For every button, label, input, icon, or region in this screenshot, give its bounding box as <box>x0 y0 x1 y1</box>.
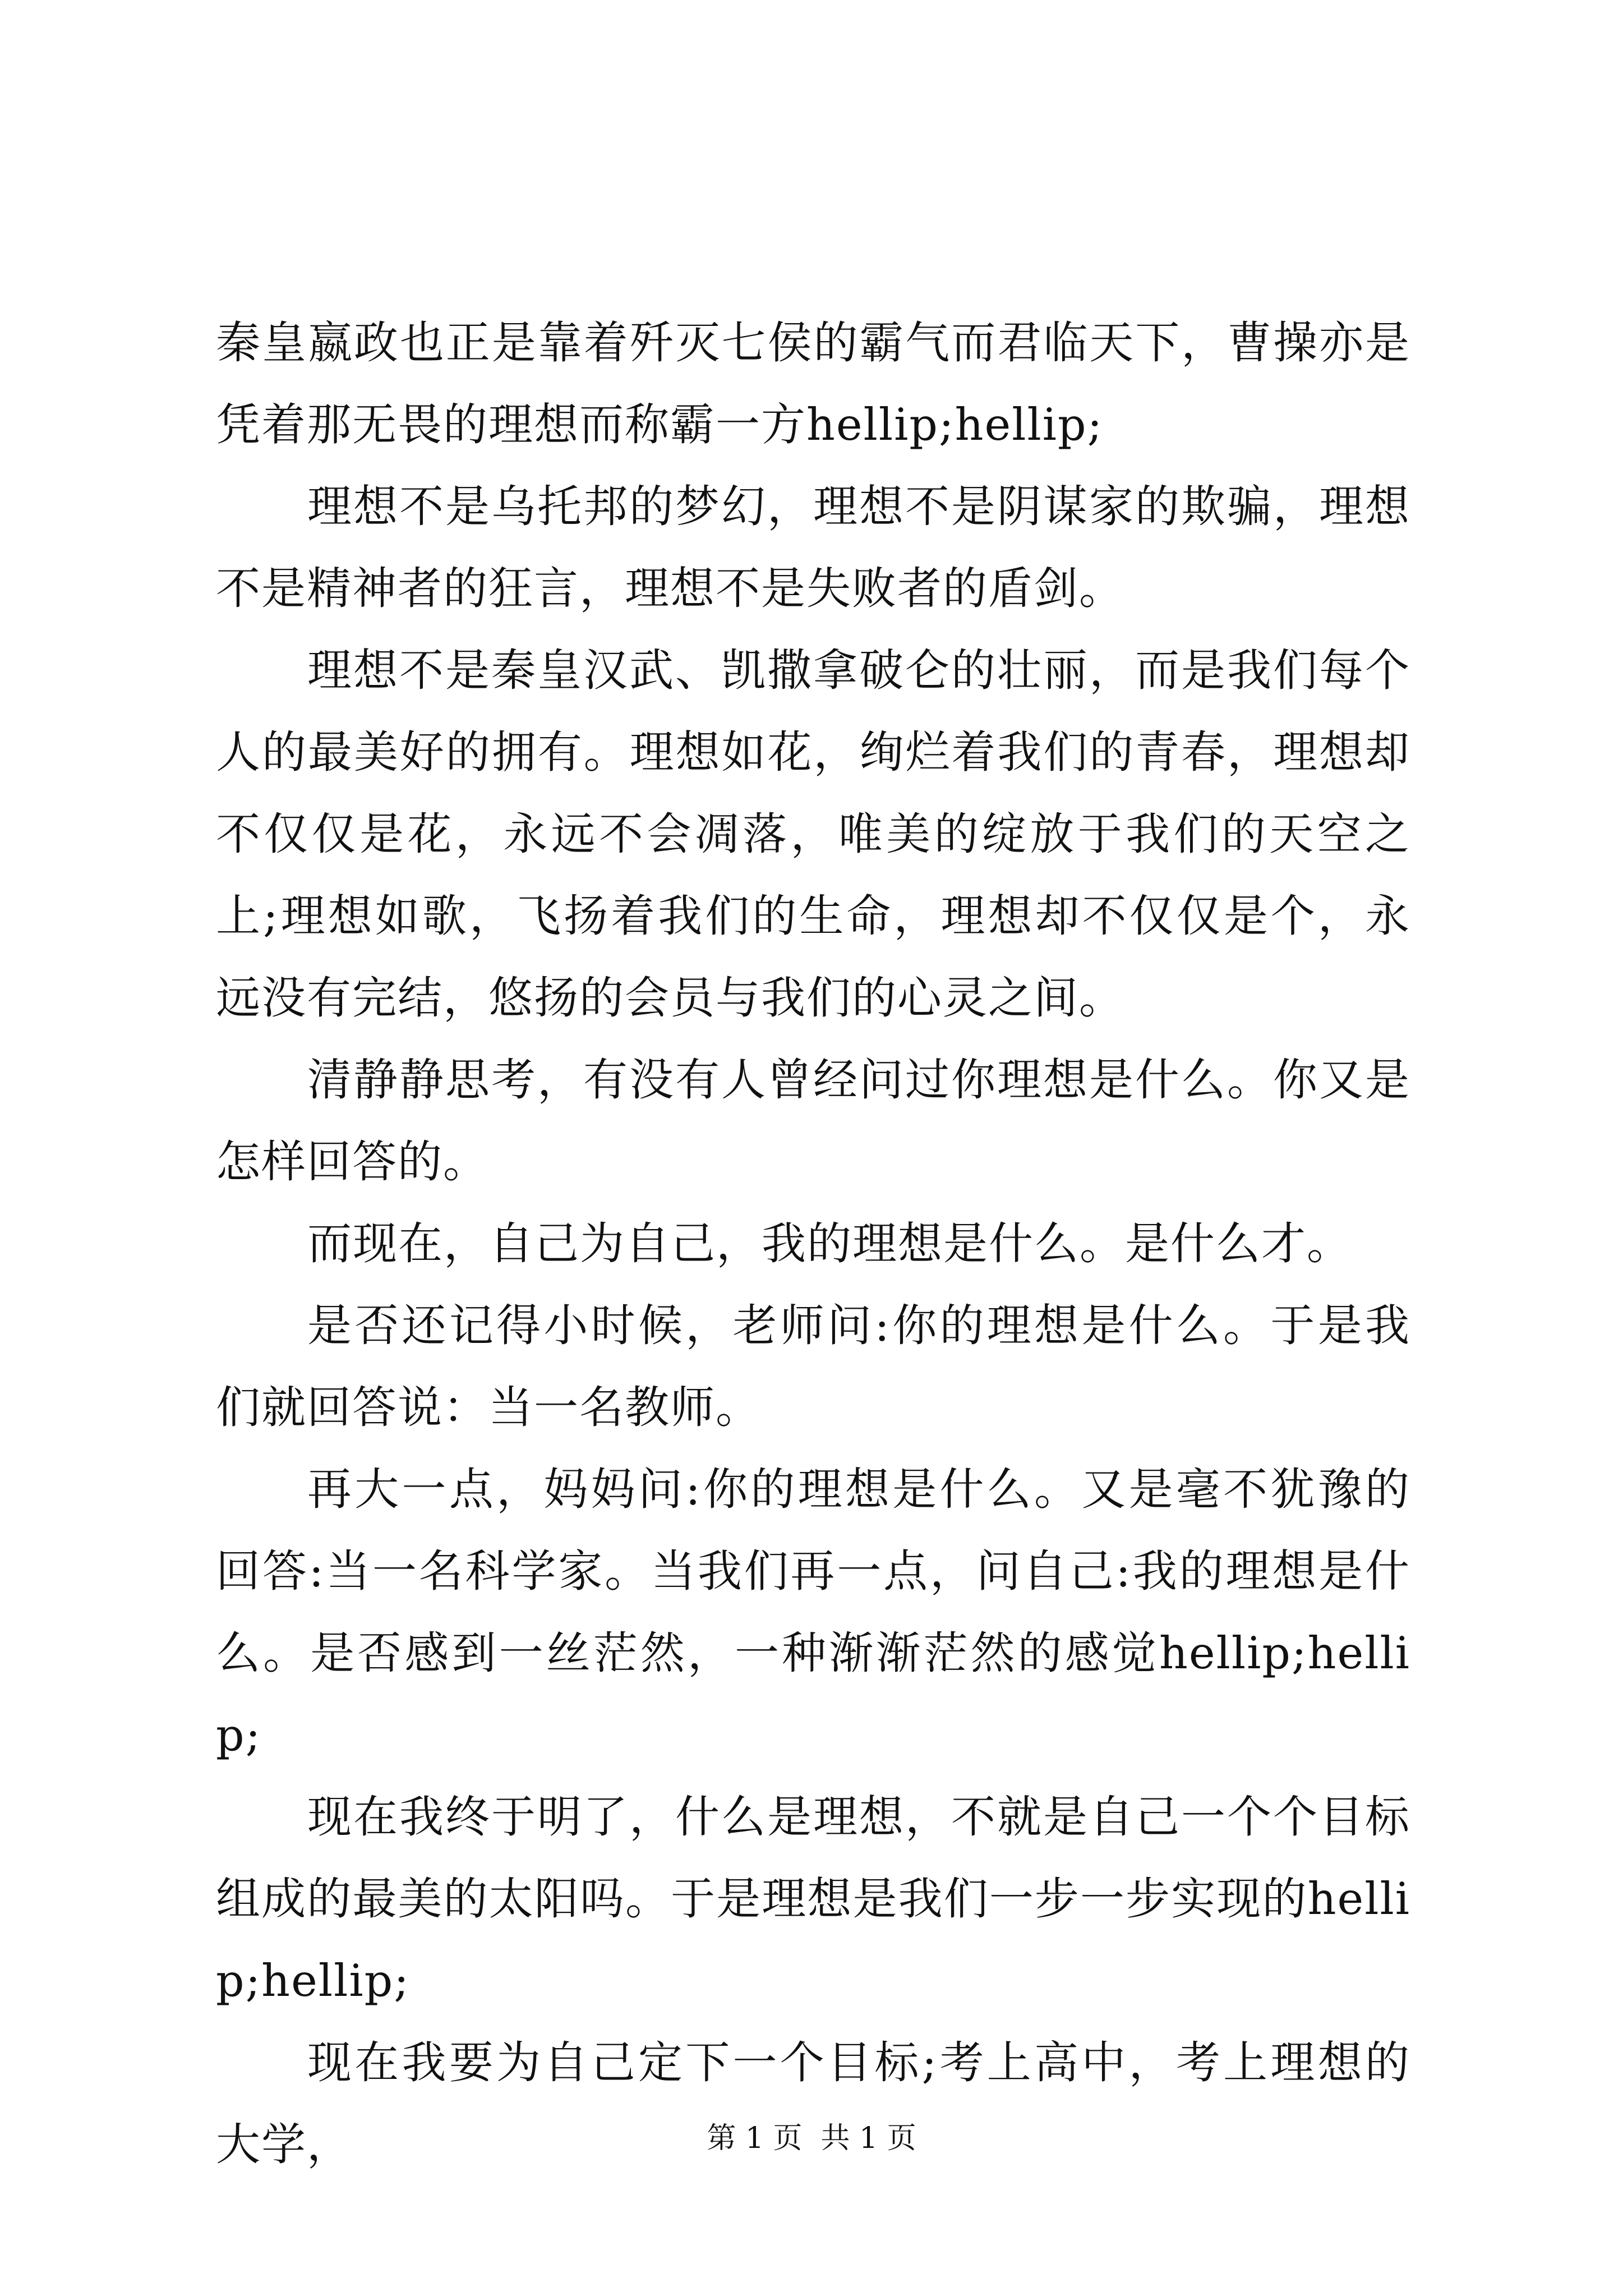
paragraph-4: 清静静思考，有没有人曾经问过你理想是什么。你又是怎样回答的。 <box>216 1054 1410 1188</box>
page-number-label: 第 1 页 共 1 页 <box>707 2122 916 2155</box>
page-footer <box>0 2119 1623 2158</box>
paragraph-6: 是否还记得小时候，老师问:你的理想是什么。于是我们就回答说：当一名教师。 <box>216 1300 1410 1433</box>
document-body <box>216 302 1410 2185</box>
paragraph-2: 理想不是乌托邦的梦幻，理想不是阴谋家的欺骗，理想不是精神者的狂言，理想不是失败者的盾剑。 <box>216 481 1410 614</box>
paragraph-3: 理想不是秦皇汉武、凯撒拿破仑的壮丽，而是我们每个人的最美好的拥有。理想如花，绚烂着我们的青春，理想却不仅仅是花，永远不会凋落，唯美的绽放于我们的天空之上;理想如歌，飞扬着我们的生命，理想却不仅仅是个，永远没有完结，悠扬的会员与我们的心灵之间。 <box>216 645 1410 1024</box>
paragraph-5: 而现在，自己为自己，我的理想是什么。是什么才。 <box>307 1218 1352 1269</box>
paragraph-8: 现在我终于明了，什么是理想，不就是自己一个个目标组成的最美的太阳吗。于是理想是我们一步一步实现的hellip;hellip; <box>216 1791 1410 2007</box>
paragraph-7: 再大一点，妈妈问:你的理想是什么。又是毫不犹豫的回答:当一名科学家。当我们再一点，问自己:我的理想是什么。是否感到一丝茫然，一种渐渐茫然的感觉hellip;hellip; <box>216 1464 1410 1761</box>
paragraph-1: 秦皇嬴政也正是靠着歼灭七侯的霸气而君临天下，曹操亦是凭着那无畏的理想而称霸一方hellip;hellip; <box>216 317 1410 450</box>
paragraph-9: 现在我要为自己定下一个目标;考上高中，考上理想的大学， <box>216 2037 1410 2170</box>
